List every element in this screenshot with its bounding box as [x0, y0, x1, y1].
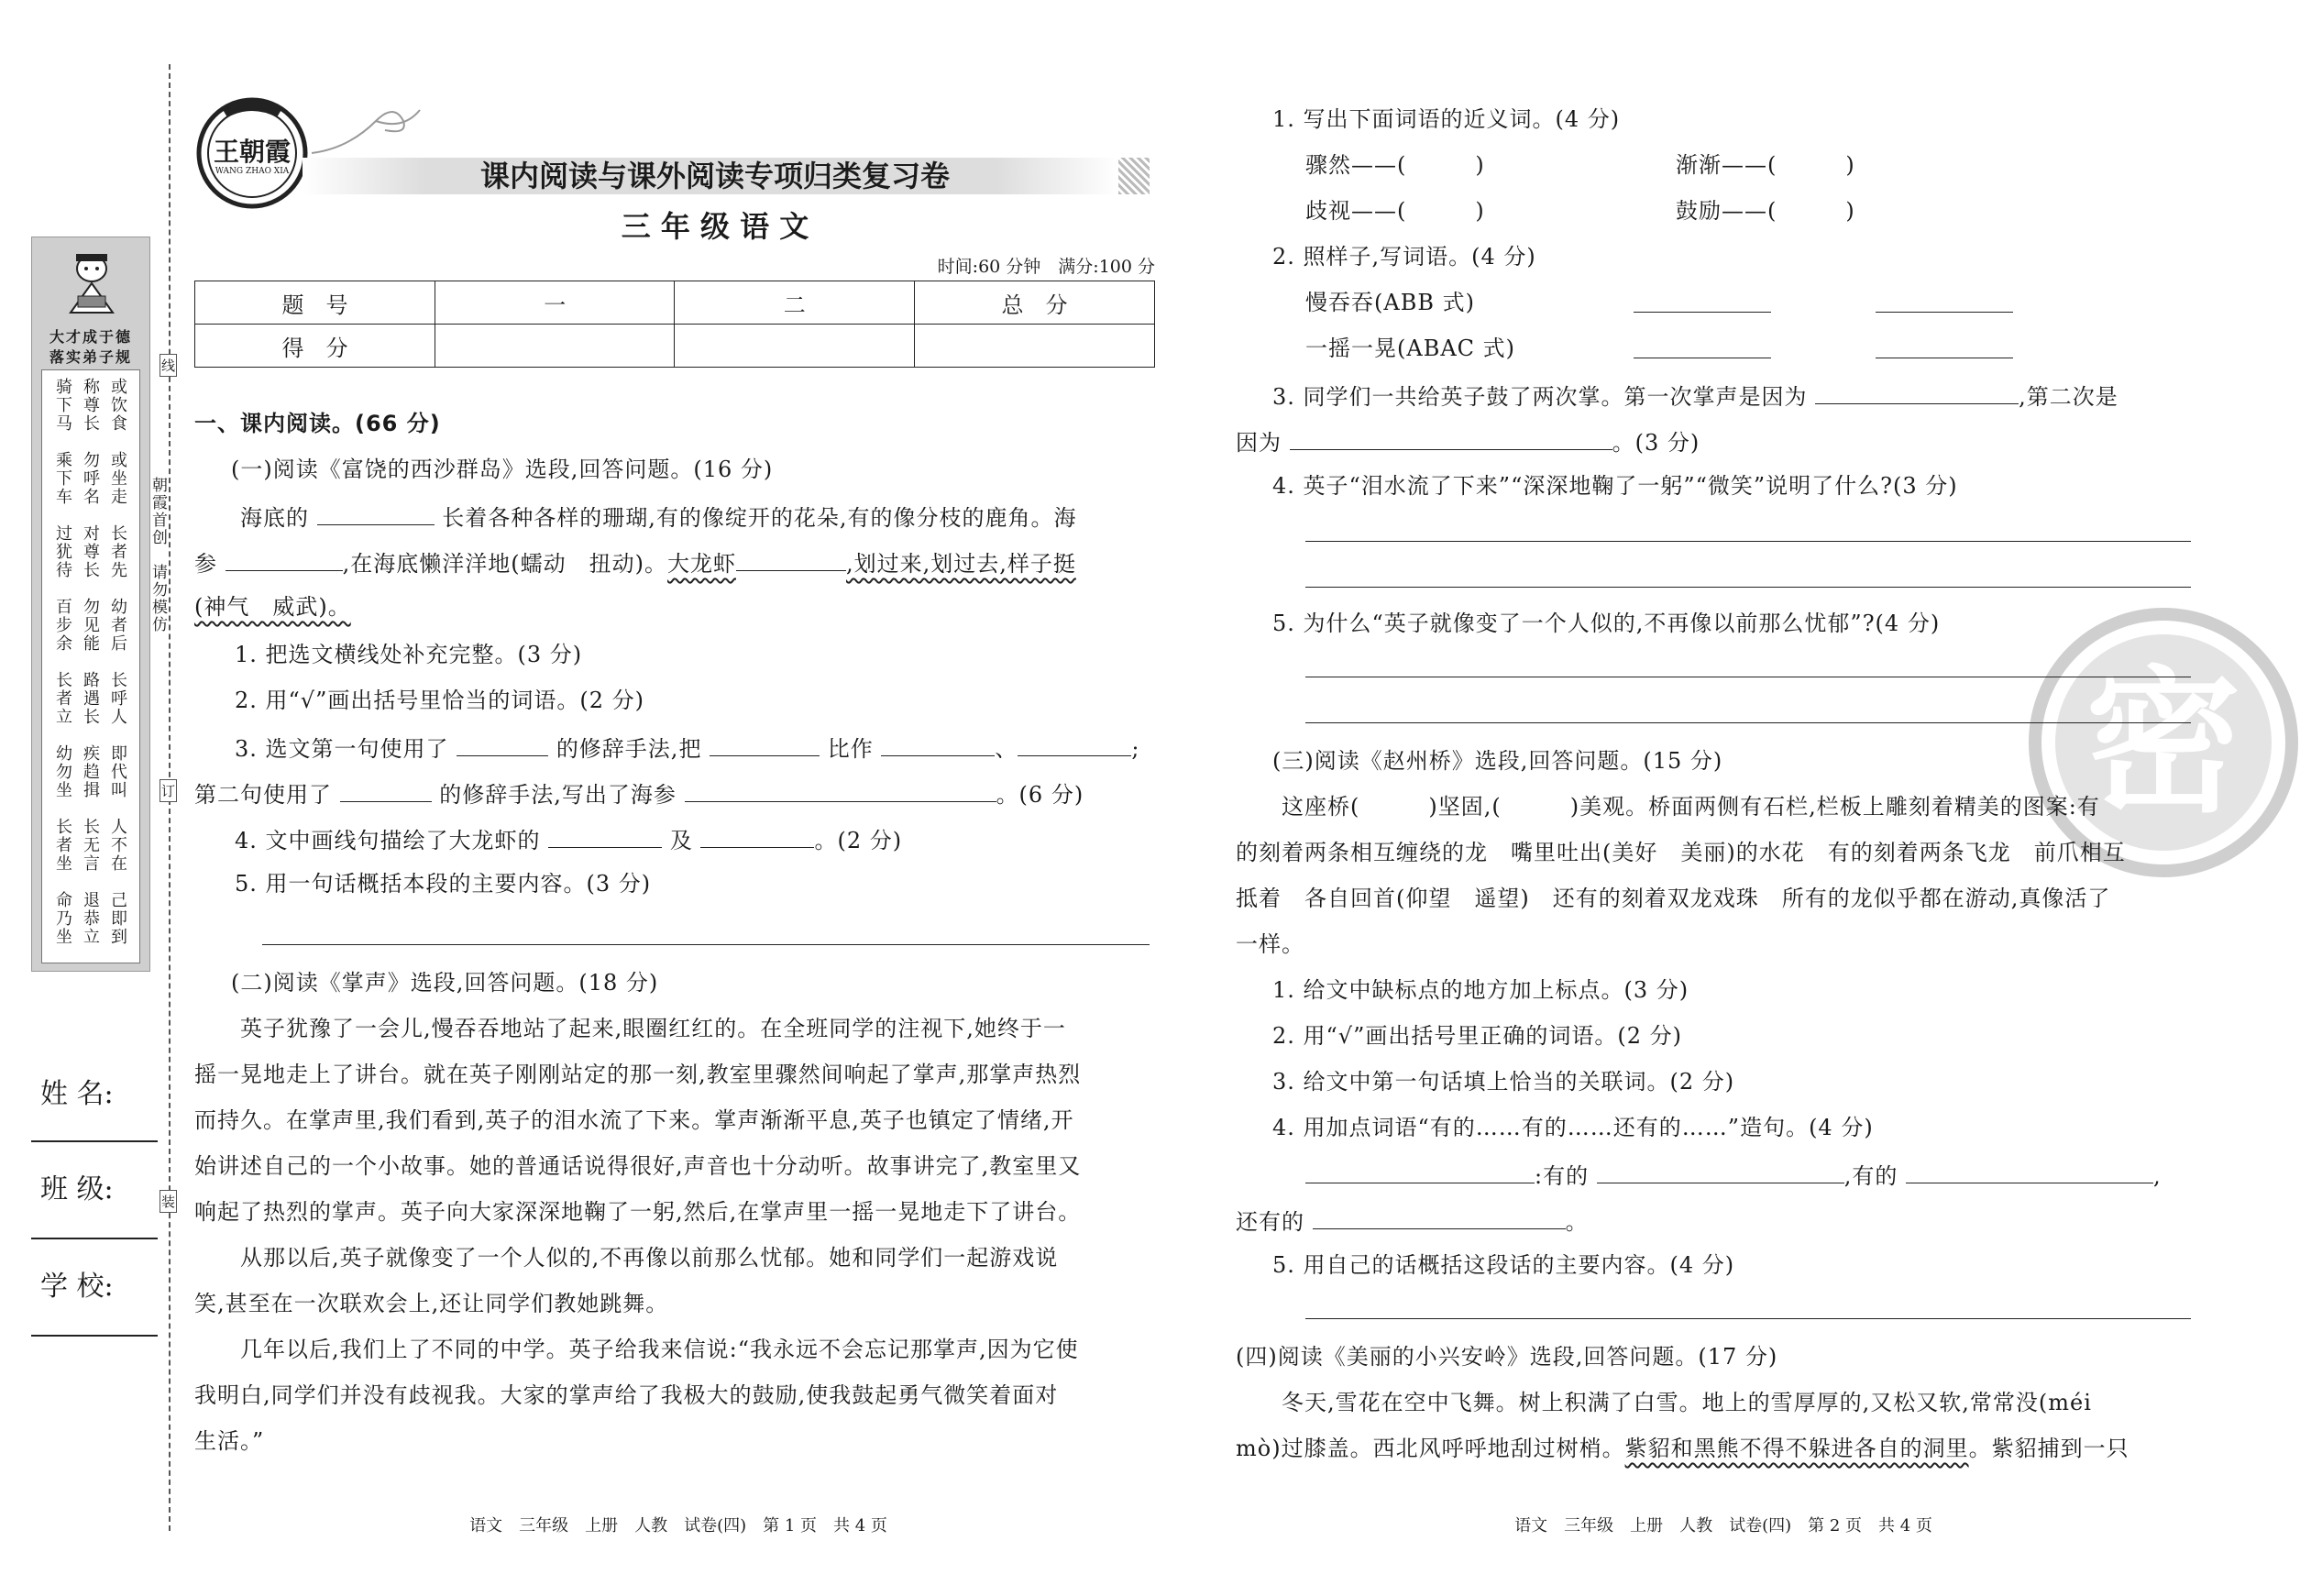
- school-field[interactable]: [31, 1335, 158, 1337]
- score-header-cell: 二: [675, 281, 915, 325]
- name-label: 姓 名:: [40, 1078, 114, 1110]
- underlined-sentence: 大龙虾 ,划过来,划过去,样子挺: [667, 551, 1076, 577]
- passage-3-line: 的刻着两条相互缠绕的龙 嘴里吐出(美好 美丽)的水花 有的刻着两条飞龙 前爪相互: [1236, 840, 2126, 865]
- paper-title: 课内阅读与课外阅读专项归类复习卷: [479, 159, 950, 193]
- question-2-5: 5. 为什么“英子就像变了一个人似的,不再像以前那么忧郁”?(4 分): [1272, 611, 1941, 636]
- rules-box: [41, 369, 140, 963]
- question-1-3-line-1: 3. 选文第一句使用了 的修辞手法,把 比作 、 ;: [235, 732, 1139, 764]
- question-1-5: 5. 用一句话概括本段的主要内容。(3 分): [235, 871, 652, 897]
- fill-blank[interactable]: [1290, 425, 1612, 450]
- fill-blank[interactable]: [710, 732, 820, 756]
- cut-mark-1: 线: [160, 354, 177, 377]
- cut-mark-3: 装: [160, 1190, 177, 1213]
- banner-pattern: [1118, 158, 1150, 194]
- passage-4-line-2: mò)过膝盖。西北风呼呼地刮过树梢。紫貂和黑熊不得不躲进各自的洞里。紫貂捕到一只: [1236, 1436, 2129, 1461]
- rules-column-2: 称尊长 勿呼名 对尊长 勿见能 路遇长 疾趋揖 长无言 退恭立: [81, 378, 100, 946]
- synonym-4[interactable]: 鼓励——( ): [1676, 198, 1855, 224]
- fill-blank[interactable]: [1313, 1205, 1566, 1229]
- question-2-3-line-1: 3. 同学们一共给英子鼓了两次掌。第一次掌声是因为 ,第二次是: [1272, 380, 2118, 412]
- passage-3-title: (三)阅读《赵州桥》选段,回答问题。(15 分): [1272, 748, 1723, 774]
- passage-2-title: (二)阅读《掌声》选段,回答问题。(18 分): [231, 970, 659, 996]
- time-info: 时间:60 分钟 满分:100 分: [937, 257, 1155, 277]
- class-label: 班 级:: [40, 1173, 114, 1205]
- passage-2-line: 而持久。在掌声里,我们看到,英子的泪水流了下来。掌声渐渐平息,英子也镇定了情绪,开: [194, 1107, 1074, 1133]
- question-3-2: 2. 用“√”画出括号里正确的词语。(2 分): [1272, 1023, 1682, 1049]
- synonym-2[interactable]: 渐渐——( ): [1676, 152, 1855, 178]
- ribbon-decoration: [312, 103, 422, 158]
- score-cell-1[interactable]: [435, 325, 675, 368]
- score-table-score-row: [195, 325, 1155, 368]
- fill-blank[interactable]: [1597, 1159, 1844, 1183]
- answer-line[interactable]: [1634, 312, 1771, 313]
- passage-3-line: 一样。: [1236, 931, 1304, 957]
- rules-column-1: 骑下马 乘下车 过犹待 百步余 长者立 幼勿坐 长者坐 命乃坐: [53, 378, 72, 946]
- question-3-5: 5. 用自己的话概括这段话的主要内容。(4 分): [1272, 1252, 1735, 1278]
- fill-blank[interactable]: [881, 732, 995, 756]
- fill-blank[interactable]: [226, 546, 343, 571]
- fill-blank[interactable]: [700, 823, 814, 848]
- question-1-4: 4. 文中画线句描绘了大龙虾的 及 。(2 分): [235, 823, 902, 855]
- answer-line[interactable]: [1305, 587, 2191, 588]
- answer-line[interactable]: [1876, 312, 2013, 313]
- passage-2-line: 几年以后,我们上了不同的中学。英子给我来信说:“我永远不会忘记那掌声,因为它使: [240, 1337, 1079, 1362]
- fill-blank[interactable]: [1018, 732, 1131, 756]
- fill-blank[interactable]: [1305, 1159, 1535, 1183]
- question-2-3-line-2: 因为 。(3 分): [1236, 425, 1700, 457]
- rules-column-3: 或饮食 或坐走 长者先 幼者后 长呼人 即代叫 人不在 己即到: [108, 378, 127, 946]
- passage-1-line-1: 海底的 长着各种各样的珊瑚,有的像绽开的花朵,有的像分枝的鹿角。海: [240, 501, 1077, 533]
- sidebar-panel: [31, 237, 150, 972]
- passage-2-line: 我明白,同学们并没有歧视我。大家的掌声给了我极大的鼓励,使我鼓起勇气微笑着面对: [194, 1382, 1059, 1408]
- footer-left: 语文 三年级 上册 人教 试卷(四) 第 1 页 共 4 页: [469, 1516, 887, 1535]
- synonym-1[interactable]: 骤然——( ): [1305, 152, 1485, 178]
- score-cell-total[interactable]: [915, 325, 1155, 368]
- score-table: [194, 281, 1155, 368]
- passage-3-line: 这座桥( )坚固,( )美观。桥面两侧有石栏,栏板上雕刻着精美的图案:有: [1282, 794, 2100, 820]
- question-3-4-answer-line-1: :有的 ,有的 ,: [1305, 1159, 2162, 1191]
- answer-line[interactable]: [1305, 541, 2191, 542]
- question-3-3: 3. 给文中第一句话填上恰当的关联词。(2 分): [1272, 1069, 1735, 1095]
- question-2-1: 1. 写出下面词语的近义词。(4 分): [1272, 106, 1621, 132]
- score-header-cell: 总 分: [915, 281, 1155, 325]
- question-2-4: 4. 英子“泪水流了下来”“深深地鞠了一躬”“微笑”说明了什么?(3 分): [1272, 473, 1958, 499]
- motto-bottom: 落实弟子规: [49, 348, 132, 366]
- section-1-heading: 一、课内阅读。(66 分): [194, 411, 441, 436]
- passage-2-line: 摇一晃地走上了讲台。就在英子刚刚站定的那一刻,教室里骤然间响起了掌声,那掌声热烈: [194, 1062, 1082, 1087]
- fill-blank[interactable]: [1906, 1159, 2153, 1183]
- passage-1-title: (一)阅读《富饶的西沙群岛》选段,回答问题。(16 分): [231, 457, 774, 482]
- question-1-3-line-2: 第二句使用了 的修辞手法,写出了海参 。(6 分): [194, 777, 1084, 809]
- example-abb: 慢吞吞(ABB 式): [1305, 290, 1475, 315]
- fill-blank[interactable]: [1815, 380, 2019, 404]
- answer-line[interactable]: [1305, 1318, 2191, 1319]
- class-field[interactable]: [31, 1238, 158, 1239]
- passage-2-line: 始讲述自己的一个小故事。她的普通话说得很好,声音也十分动听。故事讲完了,教室里又: [194, 1153, 1082, 1179]
- question-1-1: 1. 把选文横线处补充完整。(3 分): [235, 642, 583, 667]
- school-label: 学 校:: [40, 1271, 114, 1303]
- passage-2-line: 笑,甚至在一次联欢会上,还让同学们教她跳舞。: [194, 1291, 669, 1316]
- brand-logo: [194, 95, 310, 211]
- passage-2-line: 响起了热烈的掌声。英子向大家深深地鞠了一躬,然后,在掌声里一摇一晃地走下了讲台。: [194, 1199, 1082, 1225]
- passage-3-line: 抵着 各自回首(仰望 遥望) 还有的刻着双龙戏珠 所有的龙似乎都在游动,真像活了: [1236, 886, 2111, 911]
- passage-2-line: 英子犹豫了一会儿,慢吞吞地站了起来,眼圈红红的。在全班同学的注视下,她终于一: [240, 1016, 1066, 1041]
- score-cell-2[interactable]: [675, 325, 915, 368]
- question-1-2: 2. 用“√”画出括号里恰当的词语。(2 分): [235, 688, 644, 713]
- logo-text: 王朝霞: [213, 137, 291, 167]
- passage-1-line-2: 参 ,在海底懒洋洋地(蠕动 扭动)。大龙虾 ,划过来,划过去,样子挺: [194, 546, 1076, 578]
- fill-blank[interactable]: [685, 777, 996, 802]
- answer-line[interactable]: [262, 944, 1150, 945]
- passage-2-line: 生活。”: [194, 1428, 265, 1454]
- copyright-note: 朝霞首创 请勿模仿: [149, 477, 167, 633]
- passage-4-line-1: 冬天,雪花在空中飞舞。树上积满了白雪。地上的雪厚厚的,又松又软,常常没(méi: [1282, 1390, 2092, 1415]
- score-header-cell: 题 号: [195, 281, 435, 325]
- answer-line[interactable]: [1305, 722, 2191, 723]
- mascot-icon: [60, 248, 124, 322]
- fill-blank[interactable]: [340, 777, 432, 802]
- logo-subtext: WANG ZHAO XIA: [215, 167, 290, 176]
- seal-character: 密: [2085, 651, 2241, 834]
- question-3-1: 1. 给文中缺标点的地方加上标点。(3 分): [1272, 977, 1689, 1003]
- name-field[interactable]: [31, 1140, 158, 1142]
- passage-2-line: 从那以后,英子就像变了一个人似的,不再像以前那么忧郁。她和同学们一起游戏说: [240, 1245, 1059, 1271]
- fill-blank[interactable]: [548, 823, 662, 848]
- score-row-label: 得 分: [195, 325, 435, 368]
- question-2-2: 2. 照样子,写词语。(4 分): [1272, 244, 1536, 270]
- fill-blank[interactable]: [736, 546, 846, 571]
- question-3-4-answer-line-2: 还有的 。: [1236, 1205, 1589, 1237]
- score-table-header-row: [195, 281, 1155, 325]
- footer-right: 语文 三年级 上册 人教 试卷(四) 第 2 页 共 4 页: [1514, 1516, 1932, 1535]
- paper-subtitle: 三 年 级 语 文: [621, 209, 809, 244]
- passage-4-title: (四)阅读《美丽的小兴安岭》选段,回答问题。(17 分): [1236, 1344, 1778, 1370]
- underlined-sentence: 紫貂和黑熊不得不躲进各自的洞里: [1624, 1436, 1969, 1461]
- fill-blank[interactable]: [457, 732, 548, 756]
- score-header-cell: 一: [435, 281, 675, 325]
- cut-mark-2: 订: [160, 779, 177, 802]
- example-abac: 一摇一晃(ABAC 式): [1305, 336, 1516, 361]
- motto-top: 大才成于德: [49, 328, 132, 346]
- fill-blank[interactable]: [317, 501, 435, 525]
- passage-1-line-3: (神气 威武)。: [194, 594, 351, 620]
- question-3-4: 4. 用加点词语“有的……有的……还有的……”造句。(4 分): [1272, 1115, 1874, 1140]
- synonym-3[interactable]: 歧视——( ): [1305, 198, 1485, 224]
